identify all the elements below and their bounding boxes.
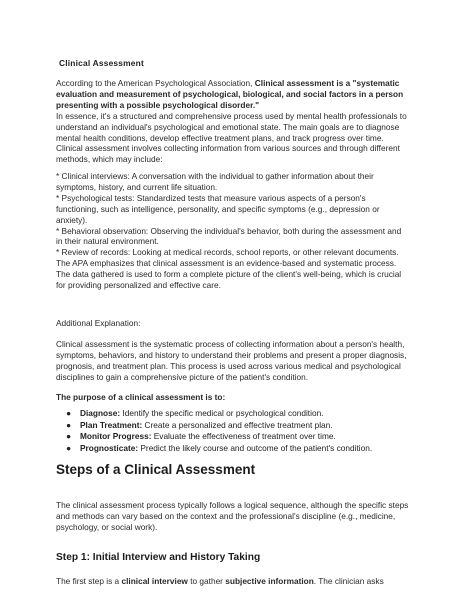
paragraph-line: prognosis, and treatment plan. This process is used across various medical and psychological — [56, 360, 401, 371]
method-line: * Clinical interviews: A conversation with the individual to gather information about their — [56, 171, 374, 181]
method-line: anxiety). — [56, 214, 88, 225]
bullet-icon: ● — [66, 419, 72, 430]
method-line: in their natural environment. — [56, 236, 159, 247]
intro-line: mental health conditions, develop effective treatment plans, and track progress over time. — [56, 132, 384, 143]
list-item — [56, 431, 426, 443]
paragraph-line: psychology, or social work). — [56, 521, 158, 532]
intro-line: Clinical assessment involves collecting information from various sources and through different — [56, 143, 400, 154]
steps-heading: Steps of a Clinical Assessment — [56, 462, 256, 477]
intro-definition — [56, 78, 426, 111]
list-term: Diagnose: — [80, 408, 121, 418]
intro-line: methods, which may include: — [56, 154, 163, 165]
closing-line: The APA emphasizes that clinical assessment is an evidence-based and systematic process. — [56, 258, 397, 269]
step1-heading: Step 1: Initial Interview and History Taking — [56, 552, 261, 563]
bullet-icon: ● — [66, 442, 72, 453]
closing-line: The data gathered is used to form a complete picture of the client's well-being, which is crucial — [56, 269, 402, 280]
list-term: Monitor Progress: — [80, 431, 152, 442]
bold-run: subjective information — [225, 576, 314, 586]
purpose-list — [56, 408, 426, 454]
intro-paragraph — [56, 78, 426, 165]
list-term: Plan Treatment: — [80, 419, 143, 430]
method-line: * Psychological tests: Standardized tests that measure various aspects of a person's — [56, 192, 366, 203]
steps-intro — [56, 500, 426, 533]
intro-line: In essence, it's a structured and comprehensive process used by mental health professionals to — [56, 110, 407, 121]
bold-run: clinical interview — [121, 576, 188, 586]
list-text: Evaluate the effectiveness of treatment over time. — [151, 431, 336, 442]
text-run: to gather — [187, 576, 226, 586]
list-item — [56, 408, 426, 420]
text-run: The first step is a — [56, 576, 122, 586]
list-text: Predict the likely course and outcome of the patient's condition. — [138, 442, 373, 453]
additional-explanation — [56, 339, 426, 383]
closing-line: for providing personalized and effective care. — [56, 280, 221, 291]
method-line: functioning, such as intelligence, personality, and specific symptoms (e.g., depression or — [56, 203, 380, 214]
text-run: . The clinician asks — [313, 576, 384, 586]
purpose-heading — [56, 392, 426, 403]
list-text: Create a personalized and effective treatment plan. — [142, 419, 333, 430]
section-heading: The purpose of a clinical assessment is to: — [56, 392, 226, 402]
additional-explanation-heading — [56, 318, 426, 329]
method-line: symptoms, history, and current life situation. — [56, 181, 218, 192]
intro-line: understand an individual's psychological and emotional state. The main goals are to diagnose — [56, 121, 400, 132]
list-item — [56, 443, 426, 455]
paragraph-line: Clinical assessment is the systematic process of collecting information about a person's health, — [56, 339, 405, 349]
bullet-icon: ● — [66, 431, 72, 442]
paragraph-line: The clinical assessment process typically follows a logical sequence, although the specific steps — [56, 500, 409, 510]
section-heading: Additional Explanation: — [56, 318, 141, 328]
document-title: Clinical Assessment — [59, 58, 144, 68]
list-term: Prognosticate: — [80, 442, 139, 453]
methods-list — [56, 171, 426, 291]
intro-bold-definition: Clinical assessment is a "systematic evaluation and measurement of psychological, biological, and social factors in a person presenting with a possible psychological disorder." — [56, 78, 404, 110]
paragraph-line: and methods can vary based on the context and the professional's discipline (e.g., medicine, — [56, 510, 396, 521]
paragraph-line — [56, 576, 426, 587]
step1-paragraph — [56, 576, 426, 587]
method-line: * Behavioral observation: Observing the individual's behavior, both during the assessment and — [56, 225, 402, 236]
paragraph-line: symptoms, behaviors, and history to understand their problems and present a proper diagnosis, — [56, 349, 407, 360]
list-text: Identify the specific medical or psychological condition. — [120, 408, 324, 418]
method-line: * Review of records: Looking at medical records, school reports, or other relevant documents. — [56, 247, 399, 258]
list-item — [56, 420, 426, 432]
intro-lead: According to the American Psychological Association, — [56, 78, 255, 88]
paragraph-line: disciplines to gain a comprehensive picture of the patient's condition. — [56, 371, 309, 382]
bullet-icon: ● — [66, 408, 72, 418]
